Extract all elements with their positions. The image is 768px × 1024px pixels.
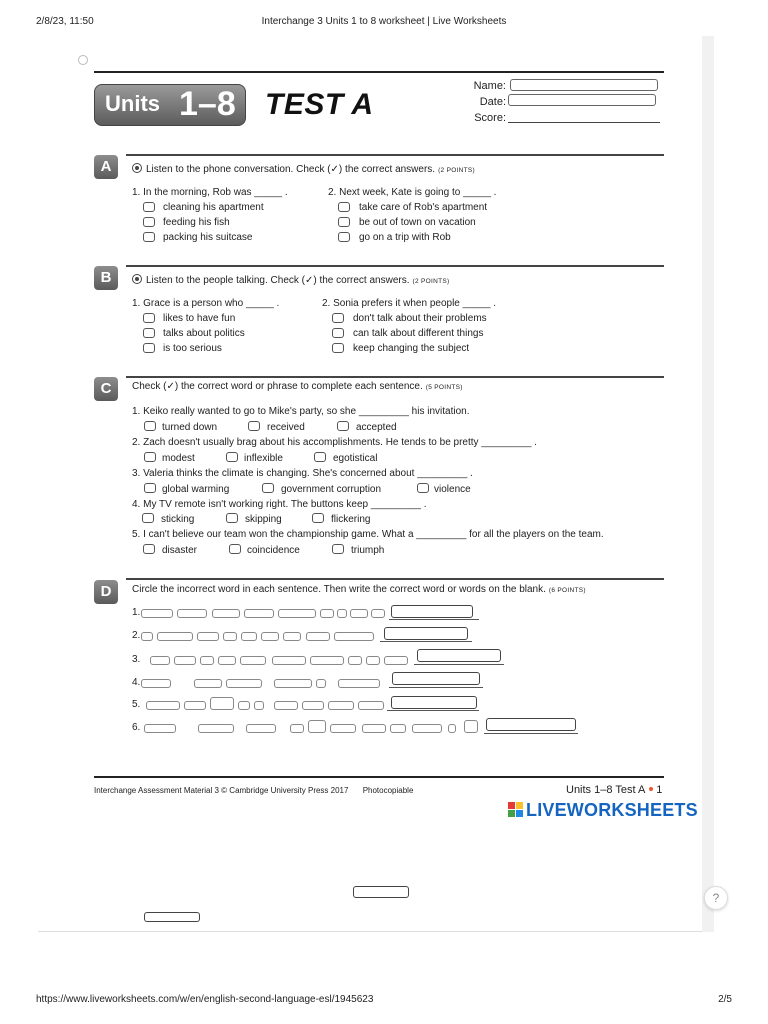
question-prompt: 2. Sonia prefers it when people _____ . — [322, 298, 497, 309]
word-option[interactable] — [184, 701, 206, 710]
option-label: coincidence — [247, 545, 300, 556]
word-option[interactable] — [150, 656, 170, 665]
section-d-rule — [126, 578, 664, 580]
bullet-icon — [649, 787, 653, 791]
section-b-rule — [126, 265, 664, 267]
page-label-text: Units 1–8 Test A — [566, 784, 646, 796]
sentence-number: 2. — [132, 630, 141, 641]
page-radio[interactable] — [78, 55, 88, 65]
section-d-points: (6 POINTS) — [548, 587, 586, 594]
word-option[interactable] — [174, 656, 196, 665]
print-datetime: 2/8/23, 11:50 — [36, 16, 94, 27]
word-option[interactable] — [141, 679, 171, 688]
checkbox[interactable] — [143, 544, 155, 554]
word-option[interactable] — [200, 656, 214, 665]
option-label: go on a trip with Rob — [359, 232, 451, 243]
checkbox[interactable] — [143, 202, 155, 212]
word-option[interactable] — [274, 701, 298, 710]
section-c-instruction-text: Check (✓) the correct word or phrase to complete each sentence. — [132, 381, 423, 392]
word-option[interactable] — [272, 656, 306, 665]
word-option[interactable] — [141, 632, 153, 641]
section-c-badge: C — [94, 377, 118, 401]
checkbox[interactable] — [143, 217, 155, 227]
section-a-rule — [126, 154, 664, 156]
word-option[interactable] — [290, 724, 304, 733]
answer-underline — [484, 733, 578, 734]
section-a-badge: A — [94, 155, 118, 179]
option-label: likes to have fun — [163, 313, 236, 324]
option-label: government corruption — [281, 484, 382, 495]
question-prompt: 1. In the morning, Rob was _____ . — [132, 187, 288, 198]
checkbox[interactable] — [144, 421, 156, 431]
answer-underline — [389, 619, 479, 620]
word-option[interactable] — [157, 632, 193, 641]
sentence-number: 5. — [132, 699, 141, 710]
answer-input[interactable] — [486, 718, 576, 731]
print-title: Interchange 3 Units 1 to 8 worksheet | Live Worksheets — [261, 16, 507, 27]
option-label: violence — [434, 484, 471, 495]
option-label: disaster — [162, 545, 198, 556]
question-prompt: 2. Next week, Kate is going to _____ . — [328, 187, 497, 198]
word-option[interactable] — [328, 701, 354, 710]
checkbox[interactable] — [338, 232, 350, 242]
option-label: feeding his fish — [163, 217, 230, 228]
word-option[interactable] — [316, 679, 326, 688]
answer-input[interactable] — [384, 627, 468, 640]
option-label: don't talk about their problems — [353, 313, 487, 324]
word-option[interactable] — [464, 720, 478, 733]
word-option[interactable] — [278, 609, 316, 618]
option-label: accepted — [356, 422, 397, 433]
word-option[interactable] — [240, 656, 266, 665]
checkbox[interactable] — [314, 452, 326, 462]
word-option[interactable] — [146, 701, 180, 710]
word-option[interactable] — [306, 632, 330, 641]
answer-input[interactable] — [391, 696, 477, 709]
score-label: Score: — [474, 112, 506, 124]
word-option[interactable] — [320, 609, 334, 618]
test-title: TEST A — [265, 88, 374, 121]
word-option[interactable] — [412, 724, 442, 733]
checkbox[interactable] — [144, 483, 156, 493]
page-label — [566, 784, 662, 796]
option-label: inflexible — [244, 453, 283, 464]
checkbox[interactable] — [229, 544, 241, 554]
word-option[interactable] — [308, 720, 326, 733]
word-option[interactable] — [246, 724, 276, 733]
word-option[interactable] — [212, 609, 240, 618]
section-d-instruction — [132, 584, 586, 595]
word-option[interactable] — [330, 724, 356, 733]
answer-underline — [389, 687, 483, 688]
units-word: Units — [105, 91, 160, 116]
answer-input[interactable] — [353, 886, 409, 898]
word-option[interactable] — [302, 701, 324, 710]
section-b-badge: B — [94, 266, 118, 290]
sentence-number: 1. — [132, 607, 141, 618]
section-d-instruction-text: Circle the incorrect word in each sentence. Then write the correct word or words on the blank. — [132, 584, 546, 595]
date-label: Date: — [479, 96, 506, 108]
liveworksheets-logo-icon — [508, 802, 524, 818]
section-c-instruction — [132, 381, 463, 392]
answer-input[interactable] — [144, 912, 200, 922]
word-option[interactable] — [348, 656, 362, 665]
word-option[interactable] — [197, 632, 219, 641]
word-option[interactable] — [241, 632, 257, 641]
copyright-line — [94, 786, 413, 795]
section-b-instruction — [132, 274, 449, 286]
bottom-rule — [94, 776, 664, 778]
option-label: turned down — [162, 422, 218, 433]
word-option[interactable] — [210, 697, 234, 710]
checkbox[interactable] — [332, 544, 344, 554]
sentence-number: 3. — [132, 654, 141, 665]
option-label: cleaning his apartment — [163, 202, 264, 213]
liveworksheets-brand: LIVEWORKSHEETS — [526, 800, 698, 820]
checkbox[interactable] — [262, 483, 274, 493]
name-label: Name: — [473, 80, 506, 92]
checkbox[interactable] — [143, 328, 155, 338]
units-badge — [94, 84, 246, 126]
option-label: received — [267, 422, 305, 433]
answer-underline — [387, 710, 479, 711]
option-label: packing his suitcase — [163, 232, 253, 243]
units-range: 1–8 — [179, 85, 236, 123]
sentence-number: 6. — [132, 722, 141, 733]
name-input[interactable] — [510, 79, 658, 91]
word-option[interactable] — [177, 609, 207, 618]
answer-underline — [414, 664, 504, 665]
checkbox[interactable] — [332, 328, 344, 338]
section-a-points: (2 POINTS) — [438, 167, 476, 174]
word-option[interactable] — [350, 609, 368, 618]
word-option[interactable] — [366, 656, 380, 665]
section-b-points: (2 POINTS) — [412, 278, 450, 285]
checkbox[interactable] — [142, 513, 154, 523]
word-option[interactable] — [238, 701, 250, 710]
checkbox[interactable] — [332, 343, 344, 353]
audio-icon — [132, 274, 142, 284]
answer-input[interactable] — [417, 649, 501, 662]
word-option[interactable] — [261, 632, 279, 641]
print-footer — [36, 994, 732, 1008]
question-prompt: 1. Keiko really wanted to go to Mike's party, so she _________ his invitation. — [132, 406, 470, 417]
copyright-text: Interchange Assessment Material 3 © Cambridge University Press 2017 — [94, 786, 349, 795]
help-button[interactable]: ? — [704, 886, 728, 910]
top-rule — [94, 71, 664, 73]
option-label: flickering — [331, 514, 371, 525]
word-option[interactable] — [390, 724, 406, 733]
checkbox[interactable] — [226, 452, 238, 462]
word-option[interactable] — [244, 609, 274, 618]
word-option[interactable] — [338, 679, 380, 688]
question-prompt: 5. I can't believe our team won the championship game. What a _________ for all the players on the team. — [132, 529, 604, 540]
answer-input[interactable] — [391, 605, 473, 618]
word-option[interactable] — [337, 609, 347, 618]
section-a-instruction-text: Listen to the phone conversation. Check (✓) the correct answers. — [146, 164, 436, 175]
print-url: https://www.liveworksheets.com/w/en/english-second-language-esl/1945623 — [36, 994, 374, 1005]
question-prompt: 2. Zach doesn't usually brag about his accomplishments. He tends to be pretty _________ . — [132, 437, 537, 448]
word-option[interactable] — [226, 679, 262, 688]
word-option[interactable] — [334, 632, 374, 641]
option-label: can talk about different things — [353, 328, 484, 339]
checkbox[interactable] — [248, 421, 260, 431]
option-label: is too serious — [163, 343, 222, 354]
word-option[interactable] — [358, 701, 384, 710]
option-label: talks about politics — [163, 328, 245, 339]
word-option[interactable] — [141, 609, 173, 618]
word-option[interactable] — [384, 656, 408, 665]
checkbox[interactable] — [143, 343, 155, 353]
checkbox[interactable] — [417, 483, 429, 493]
option-label: egotistical — [333, 453, 378, 464]
question-prompt: 3. Valeria thinks the climate is changing. She's concerned about _________ . — [132, 468, 473, 479]
checkbox[interactable] — [144, 452, 156, 462]
word-option[interactable] — [274, 679, 312, 688]
section-c-rule — [126, 376, 664, 378]
word-option[interactable] — [448, 724, 456, 733]
section-b-instruction-text: Listen to the people talking. Check (✓) the correct answers. — [146, 275, 410, 286]
page-number: 1 — [656, 784, 663, 796]
checkbox[interactable] — [338, 217, 350, 227]
word-option[interactable] — [310, 656, 344, 665]
word-option[interactable] — [371, 609, 385, 618]
section-d-badge: D — [94, 580, 118, 604]
question-prompt: 1. Grace is a person who _____ . — [132, 298, 280, 309]
word-option[interactable] — [283, 632, 301, 641]
option-label: take care of Rob's apartment — [359, 202, 488, 213]
checkbox[interactable] — [337, 421, 349, 431]
checkbox[interactable] — [143, 232, 155, 242]
checkbox[interactable] — [143, 313, 155, 323]
option-label: be out of town on vacation — [359, 217, 476, 228]
print-header — [36, 16, 732, 30]
word-option[interactable] — [194, 679, 222, 688]
word-option[interactable] — [218, 656, 236, 665]
option-label: keep changing the subject — [353, 343, 470, 354]
checkbox[interactable] — [338, 202, 350, 212]
print-page-count: 2/5 — [718, 994, 732, 1005]
section-c-points: (5 POINTS) — [425, 384, 463, 391]
word-option[interactable] — [198, 724, 234, 733]
option-label: sticking — [161, 514, 195, 525]
word-option[interactable] — [362, 724, 386, 733]
option-label: global warming — [162, 484, 230, 495]
score-line — [508, 122, 660, 123]
photocopiable-text: Photocopiable — [362, 786, 414, 795]
word-option[interactable] — [144, 724, 176, 733]
option-label: modest — [162, 453, 195, 464]
checkbox[interactable] — [332, 313, 344, 323]
question-prompt: 4. My TV remote isn't working right. The buttons keep _________ . — [132, 499, 427, 510]
date-input[interactable] — [508, 94, 656, 106]
option-label: skipping — [245, 514, 282, 525]
word-option[interactable] — [223, 632, 237, 641]
option-label: triumph — [351, 545, 385, 556]
audio-icon — [132, 163, 142, 173]
sentence-number: 4. — [132, 677, 141, 688]
answer-input[interactable] — [392, 672, 480, 685]
section-a-instruction — [132, 163, 475, 175]
scrollbar[interactable] — [702, 36, 714, 932]
answer-underline — [380, 641, 472, 642]
checkbox[interactable] — [226, 513, 238, 523]
word-option[interactable] — [254, 701, 264, 710]
checkbox[interactable] — [312, 513, 324, 523]
